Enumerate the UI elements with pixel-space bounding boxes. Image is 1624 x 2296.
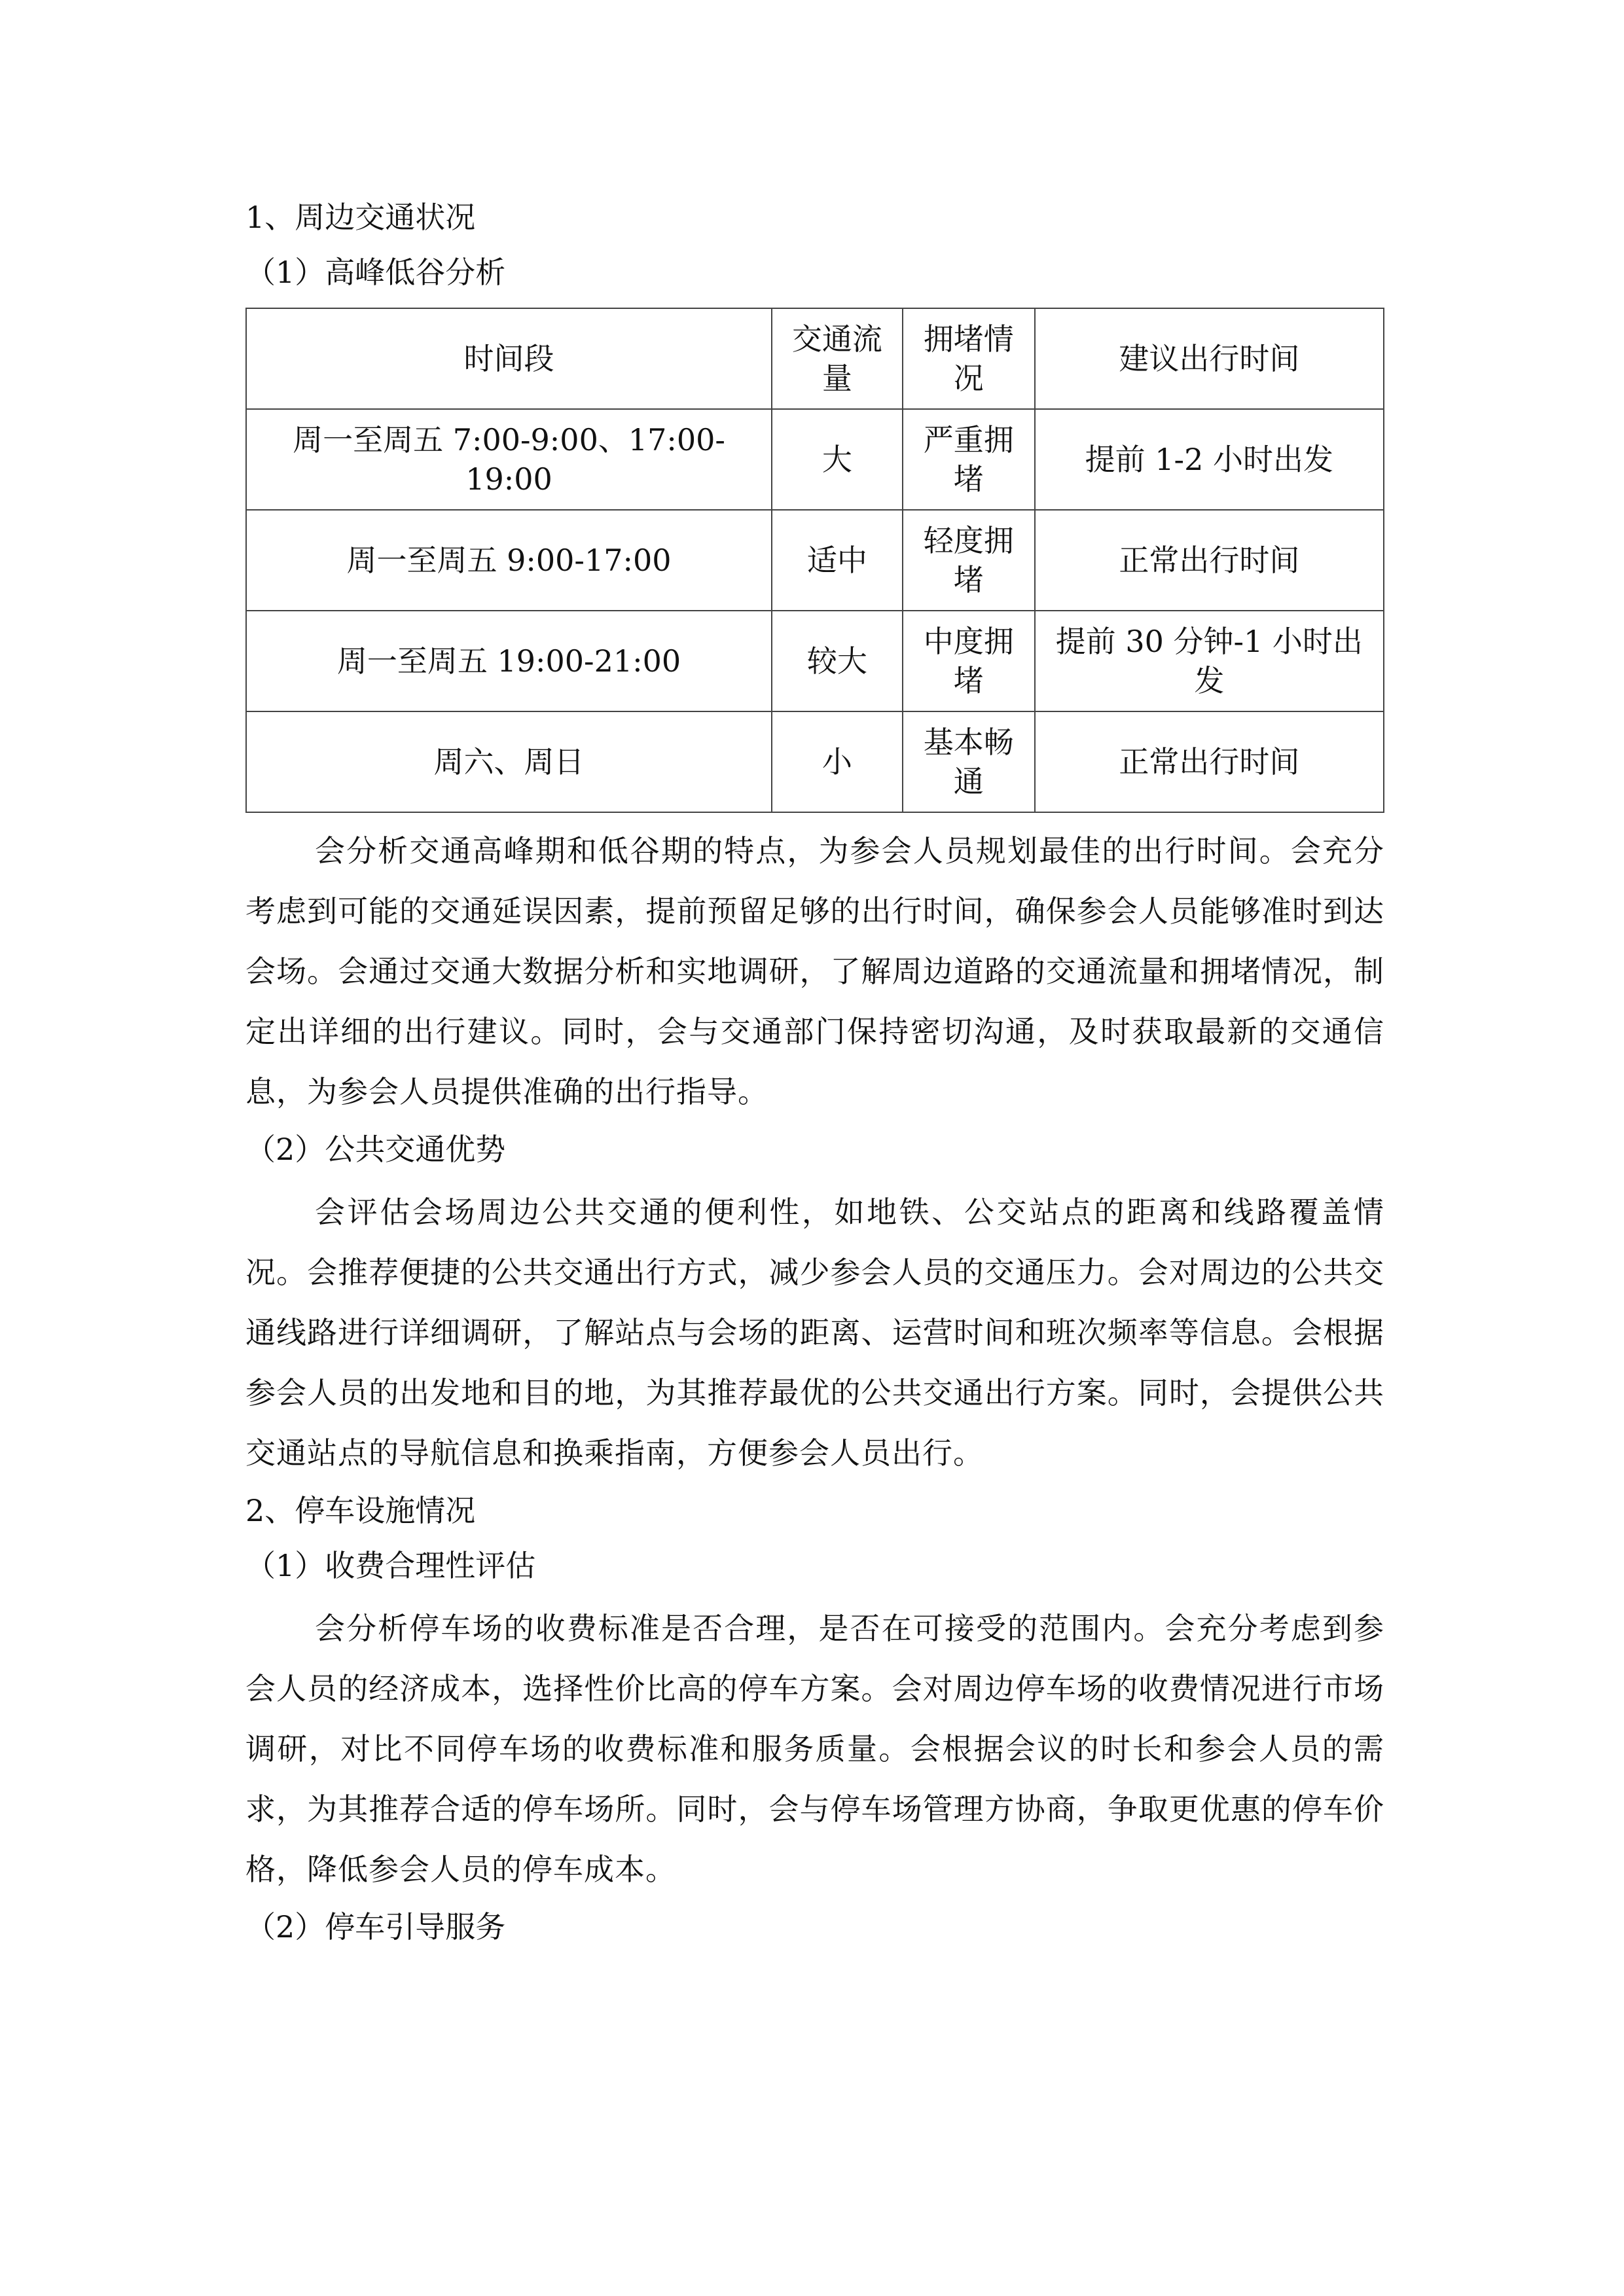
table-header: 时间段 xyxy=(246,308,772,409)
table-row xyxy=(246,611,1384,711)
table-cell: 中度拥堵 xyxy=(903,611,1035,711)
section-2-title: 2、停车设施情况 xyxy=(245,1493,476,1528)
table-row xyxy=(246,711,1384,812)
table-cell: 周一至周五 19:00-21:00 xyxy=(246,611,772,711)
table-cell: 周一至周五 7:00-9:00、17:00-19:00 xyxy=(246,409,772,510)
table-header: 建议出行时间 xyxy=(1035,308,1384,409)
section-2-1-title: （1）收费合理性评估 xyxy=(245,1548,536,1583)
table-row xyxy=(246,409,1384,510)
public-transport-paragraph: 会评估会场周边公共交通的便利性，如地铁、公交站点的距离和线路覆盖情况。会推荐便捷的公共交通出行方式，减少参会人员的交通压力。会对周边的公共交通线路进行详细调研，了解站点与会场的距离、运营时间和班次频率等信息。会根据参会人员的出发地和目的地，为其推荐最优的公共交通出行方案。同时，会提供公共交通站点的导航信息和换乘指南，方便参会人员出行。 xyxy=(245,1194,1384,1471)
section-1-title: 1、周边交通状况 xyxy=(245,200,476,235)
table-cell: 大 xyxy=(772,409,903,510)
table-cell: 严重拥堵 xyxy=(903,409,1035,510)
table-row xyxy=(246,510,1384,611)
section-2-2-title: （2）停车引导服务 xyxy=(245,1909,506,1945)
table-header: 交通流量 xyxy=(772,308,903,409)
section-1-2-title: （2）公共交通优势 xyxy=(245,1132,506,1167)
table-header: 拥堵情况 xyxy=(903,308,1035,409)
table-cell: 提前 30 分钟-1 小时出发 xyxy=(1035,611,1384,711)
table-cell: 适中 xyxy=(772,510,903,611)
traffic-table xyxy=(245,308,1384,813)
peak-analysis-paragraph: 会分析交通高峰期和低谷期的特点，为参会人员规划最佳的出行时间。会充分考虑到可能的交通延误因素，提前预留足够的出行时间，确保参会人员能够准时到达会场。会通过交通大数据分析和实地调研，了解周边道路的交通流量和拥堵情况，制定出详细的出行建议。同时，会与交通部门保持密切沟通，及时获取最新的交通信息，为参会人员提供准确的出行指导。 xyxy=(245,833,1384,1109)
table-cell: 小 xyxy=(772,711,903,812)
parking-fee-paragraph: 会分析停车场的收费标准是否合理，是否在可接受的范围内。会充分考虑到参会人员的经济成本，选择性价比高的停车方案。会对周边停车场的收费情况进行市场调研，对比不同停车场的收费标准和服务质量。会根据会议的时长和参会人员的需求，为其推荐合适的停车场所。同时，会与停车场管理方协商，争取更优惠的停车价格，降低参会人员的停车成本。 xyxy=(245,1611,1384,1887)
table-cell: 轻度拥堵 xyxy=(903,510,1035,611)
table-cell: 正常出行时间 xyxy=(1035,510,1384,611)
table-cell: 周六、周日 xyxy=(246,711,772,812)
document-page xyxy=(245,190,1384,1954)
table-cell: 正常出行时间 xyxy=(1035,711,1384,812)
table-cell: 较大 xyxy=(772,611,903,711)
table-header-row xyxy=(246,308,1384,409)
table-cell: 基本畅通 xyxy=(903,711,1035,812)
section-1-1-title: （1）高峰低谷分析 xyxy=(245,255,506,290)
table-cell: 周一至周五 9:00-17:00 xyxy=(246,510,772,611)
table-cell: 提前 1-2 小时出发 xyxy=(1035,409,1384,510)
